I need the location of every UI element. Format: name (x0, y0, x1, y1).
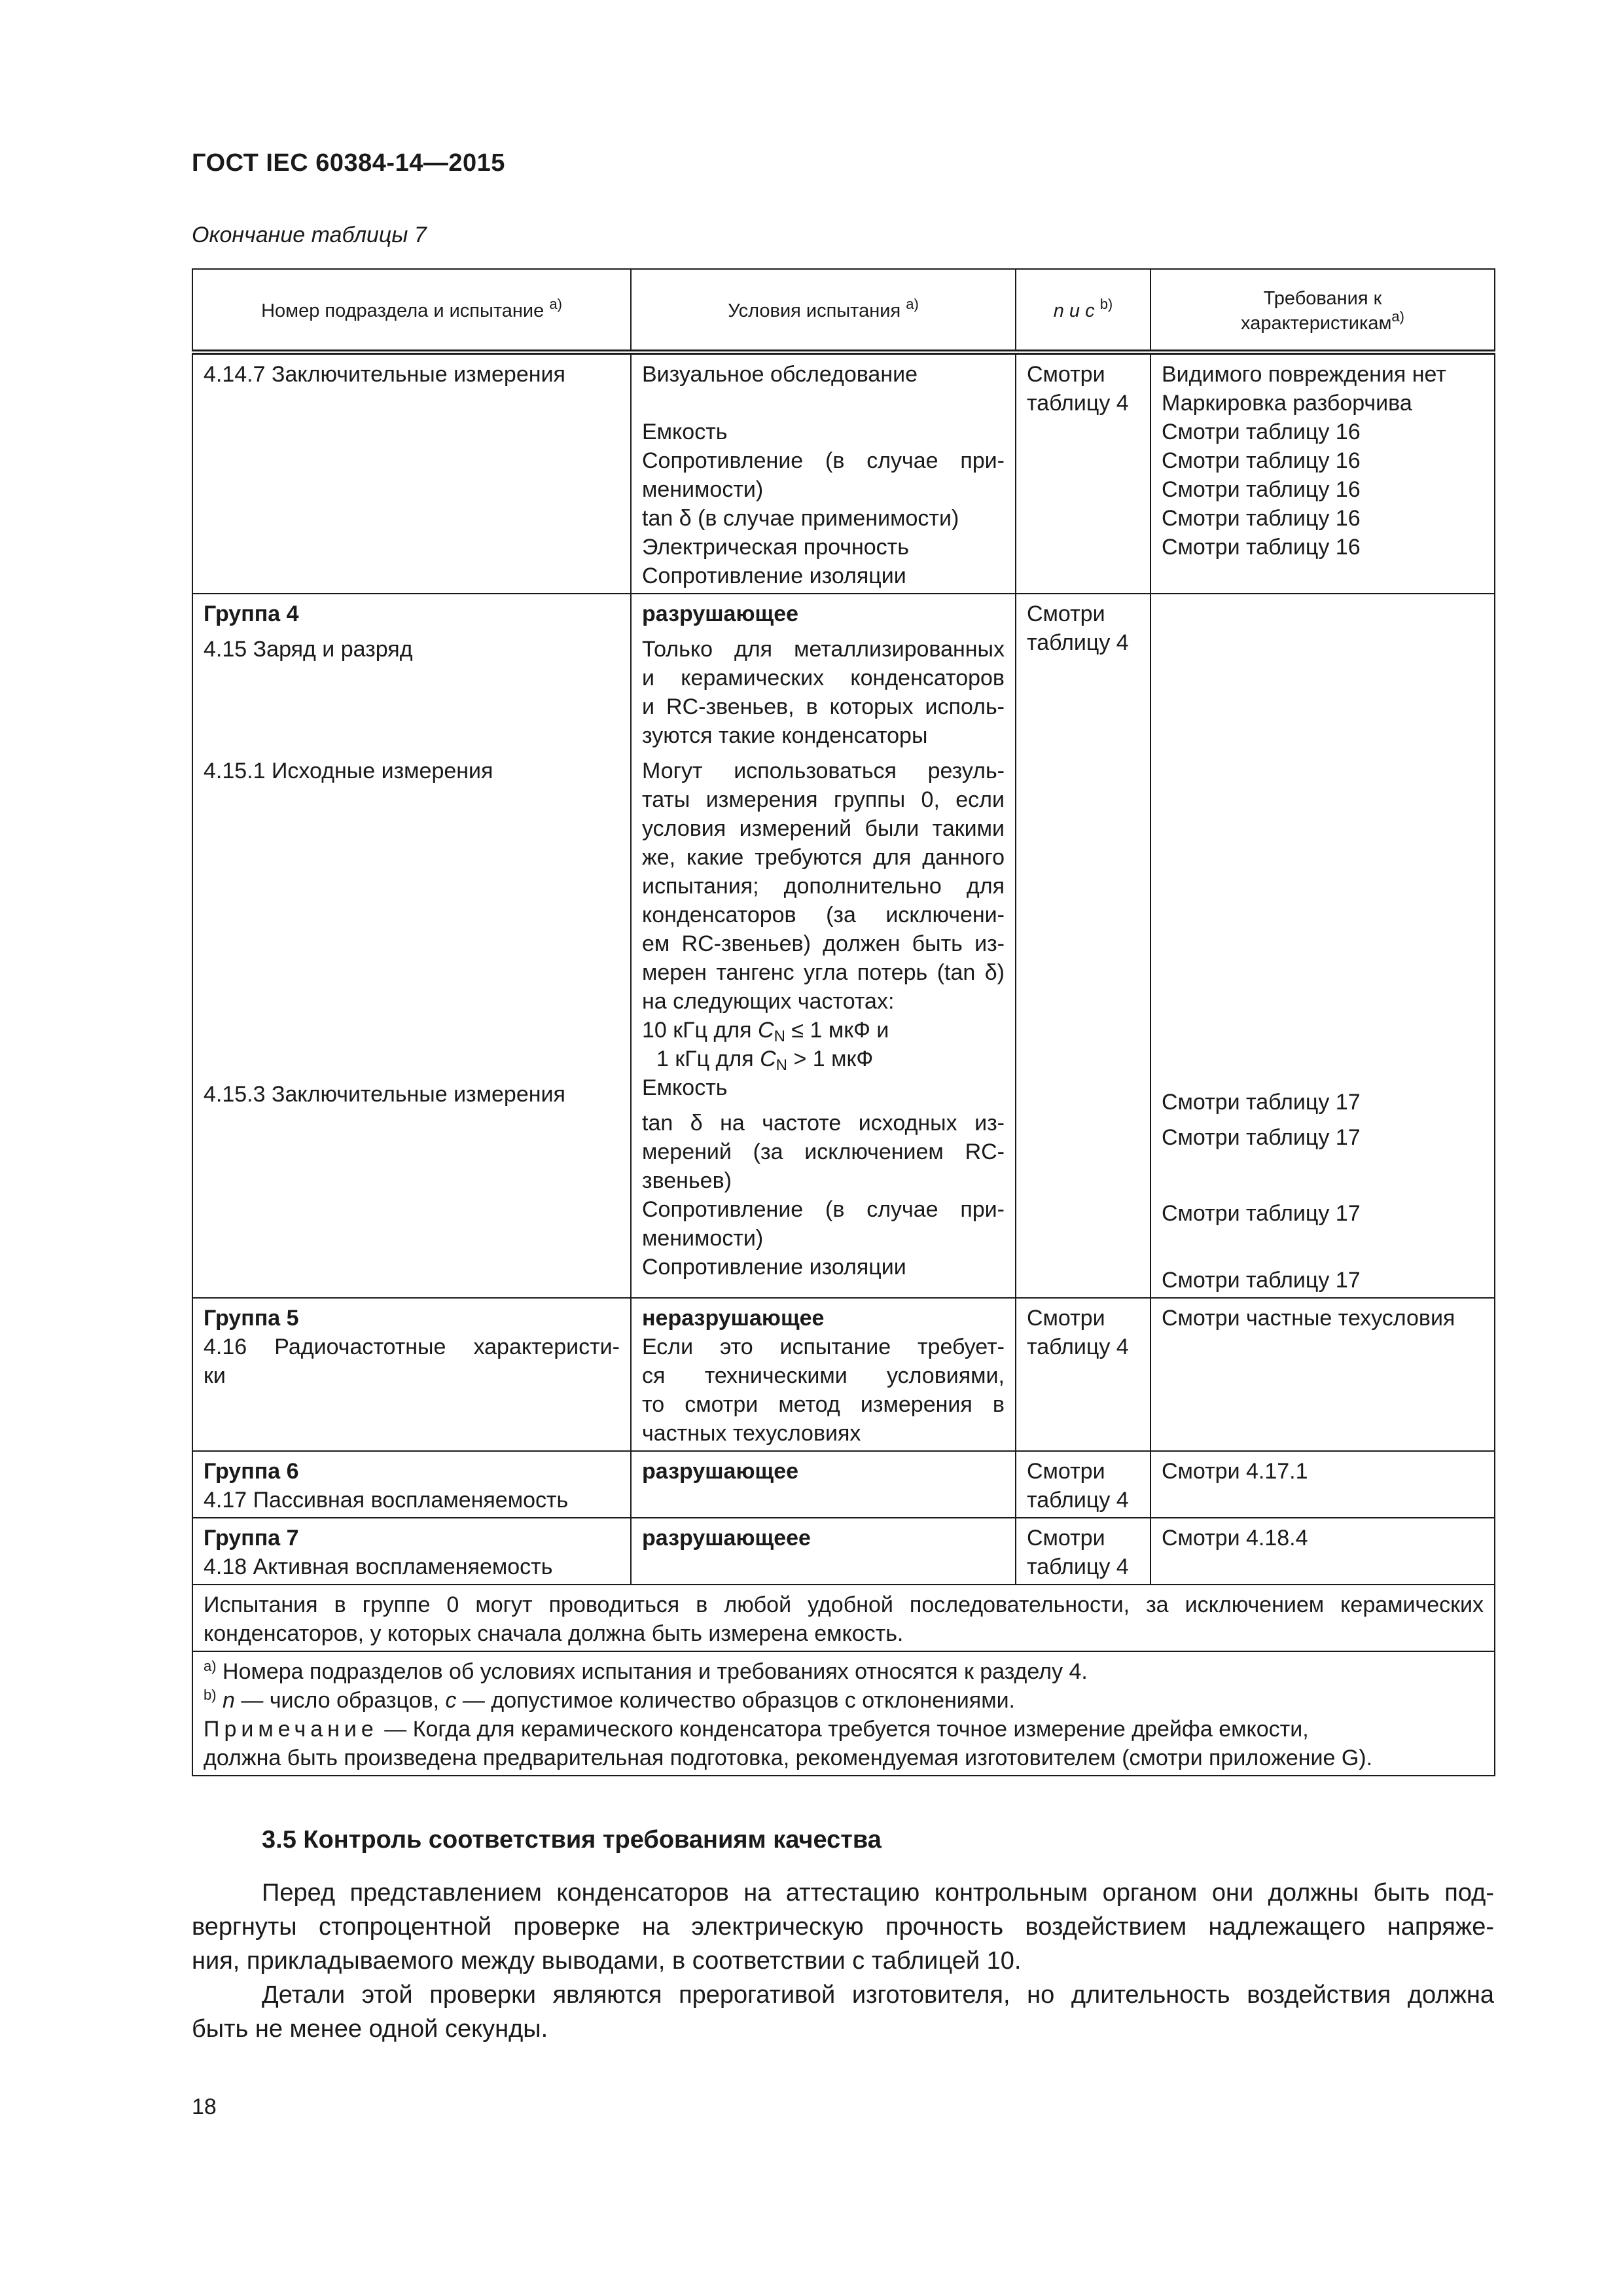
cell-item: Группа 4 4.15 Заряд и разряд 4.15.1 Исходные измерения 4.15.3 Заключительные измерения (192, 594, 631, 1298)
table-footnotes: $^{а)}$ Номера подразделов об условиях испытания и требованиях относятся к разделу 4. $^{b)}$ n — число образцов, c — допустимое количество образцов с отклонениями. Примечание — Когда для керамического конденсатора требуется точное измерение дрейфа емкости, должна быть произведена предварительная подготовка, рекомендуемая изготовителем (смотри приложение G). (192, 1651, 1495, 1776)
table-row-footnotes (192, 1651, 1495, 1776)
table-row-group-6 (192, 1451, 1495, 1518)
cell-n-c: Смотри таблицу 4 (1016, 1518, 1150, 1585)
page-number: 18 (192, 2094, 217, 2119)
footnote-a: $^{а)}$ Номера подразделов об условиях испытания и требованиях относятся к разделу 4. (204, 1658, 1088, 1684)
header-subsection: Номер подраздела и испытание $^{а)}$ (192, 269, 631, 352)
table-header-row (192, 269, 1495, 352)
table-row-4-14-7 (192, 352, 1495, 594)
table-note: Примечание — Когда для керамического конденсатора требуется точное измерение дрейфа емкости, (204, 1717, 1309, 1742)
table-row-group0-note (192, 1585, 1495, 1651)
table-7 (192, 268, 1495, 1776)
cell-conditions: разрушающее Только для металлизированных и керамических конденсаторов и RC-звеньев, в которых исполь- зуются такие конденсаторы Могут использоваться резуль- таты измерения группы 0, если условия измерений были такими же, какие требуются для данного испытания; дополнительно для конденсаторов (за исключени- ем RC-звеньев) должен быть из- мерен тангенс угла потерь (tan δ) на следующих частотах: 10 кГц для $C_N \le 1$ мкФ и 1 кГц для $C_N > 1$ мкФ Емкость tan δ на частоте исходных из- мерений (за исключением RC- звеньев) Сопротивление (в случае при- менимости) Сопротивление изоляции (631, 594, 1016, 1298)
footnote-b: $^{b)}$ n — число образцов, c — допустимое количество образцов с отклонениями. (204, 1687, 1016, 1713)
document-header: ГОСТ IEC 60384-14—2015 (192, 149, 505, 177)
group0-note: Испытания в группе 0 могут проводиться в любой удобной последовательности, за исключением керамических конденсаторов, у которых сначала должна быть измерена емкость. (192, 1585, 1495, 1651)
paragraph-2: Детали этой проверки являются прерогативой изготовителя, но длительность воздействия должна быть не менее одной секунды. (192, 1981, 1494, 2043)
paragraph-1: Перед представлением конденсаторов на аттестацию контрольным органом они должны быть под- вергнуты стопроцентной проверке на электрическую прочность воздействием надлежащего напряже- ния, прикладываемого между выводами, в соответствии с таблицей 10. (192, 1879, 1494, 1975)
cell-requirements: Смотри частные техусловия (1150, 1298, 1495, 1451)
cell-item: Группа 6 4.17 Пассивная воспламеняемость (192, 1451, 631, 1518)
cell-requirements: Смотри 4.17.1 (1150, 1451, 1495, 1518)
header-n-c: n и c $^{b)}$ (1016, 269, 1150, 352)
cell-requirements: Смотри таблицу 17 Смотри таблицу 17 Смотри таблицу 17 Смотри таблицу 17 (1150, 594, 1495, 1298)
table-row-group-4 (192, 594, 1495, 1298)
cell-conditions: Визуальное обследование Емкость Сопротивление (в случае при- менимости) tan δ (в случае применимости) Электрическая прочность Сопротивление изоляции (631, 352, 1016, 594)
table-row-group-7 (192, 1518, 1495, 1585)
cell-item: Группа 7 4.18 Активная воспламеняемость (192, 1518, 631, 1585)
cell-requirements: Смотри 4.18.4 (1150, 1518, 1495, 1585)
cell-conditions: разрушающеее (631, 1518, 1016, 1585)
cell-n-c: Смотри таблицу 4 (1016, 594, 1150, 1298)
section-title: 3.5 Контроль соответствия требованиям качества (262, 1826, 882, 1854)
cell-n-c: Смотри таблицу 4 (1016, 1298, 1150, 1451)
cell-requirements: Видимого повреждения нет Маркировка разборчива Смотри таблицу 16 Смотри таблицу 16 Смотри таблицу 16 Смотри таблицу 16 Смотри таблицу 16 (1150, 352, 1495, 594)
cell-item: 4.14.7 Заключительные измерения (192, 352, 631, 594)
cell-n-c: Смотри таблицу 4 (1016, 1451, 1150, 1518)
header-requirements: Требования к характеристикам$^{а)}$ (1150, 269, 1495, 352)
table-caption: Окончание таблицы 7 (192, 223, 427, 247)
cell-item: Группа 5 4.16 Радиочастотные характеристи- ки (192, 1298, 631, 1451)
table-row-group-5 (192, 1298, 1495, 1451)
cell-conditions: неразрушающее Если это испытание требует- ся техническими условиями, то смотри метод измерения в частных техусловиях (631, 1298, 1016, 1451)
cell-n-c: Смотри таблицу 4 (1016, 352, 1150, 594)
header-conditions: Условия испытания $^{а)}$ (631, 269, 1016, 352)
cell-conditions: разрушающее (631, 1451, 1016, 1518)
